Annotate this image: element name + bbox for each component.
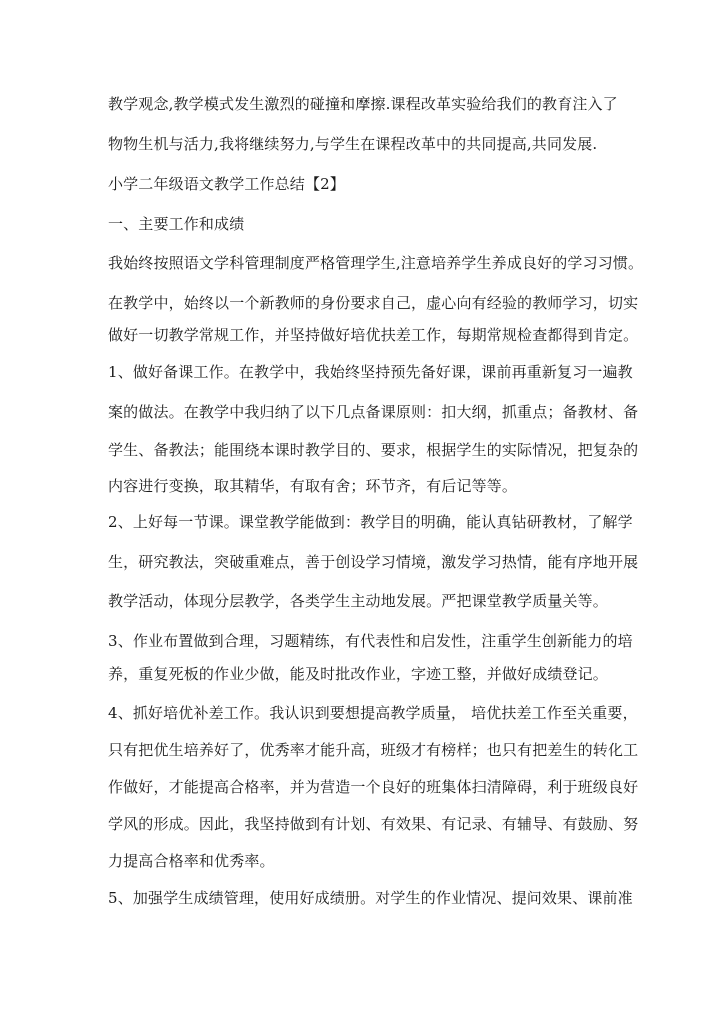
text-line-20: 学风的形成。因此，我坚持做到有计划、有效果、有记录、有辅导、有鼓励、努 xyxy=(108,815,639,833)
text-line-6: 在教学中，始终以一个新教师的身份要求自己，虚心向有经验的教师学习，切实 xyxy=(108,294,639,312)
text-line-16: 养，重复死板的作业少做，能及时批改作业，字迹工整，并做好成绩登记。 xyxy=(108,665,608,683)
text-line-10: 学生、备教法；能围绕本课时教学目的、要求，根据学生的实际情况，把复杂的 xyxy=(108,441,639,459)
text-line-1: 教学观念,教学模式发生激烈的碰撞和摩擦.课程改革实验给我们的教育注入了 xyxy=(108,95,618,113)
text-line-2: 物物生机与活力,我将继续努力,与学生在课程改革中的共同提高,共同发展. xyxy=(108,135,598,153)
text-line-14: 教学活动，体现分层教学，各类学生主动地发展。严把课堂教学质量关等。 xyxy=(108,592,608,610)
text-line-17: 4、抓好培优补差工作。我认识到要想提高教学质量， 培优扶差工作至关重要， xyxy=(108,704,638,722)
subsection-heading: 一、主要工作和成绩 xyxy=(108,215,245,233)
text-line-9: 案的做法。在教学中我归纳了以下几点备课原则：扣大纲，抓重点；备教材、备 xyxy=(108,403,639,421)
text-line-12: 2、上好每一节课。课堂教学能做到：教学目的明确，能认真钻研教材，了解学 xyxy=(108,513,633,531)
text-line-5: 我始终按照语文学科管理制度严格管理学生,注意培养学生养成良好的学习习惯。 xyxy=(108,254,644,272)
text-line-15: 3、作业布置做到合理，习题精练，有代表性和启发性，注重学生创新能力的培 xyxy=(108,632,633,650)
text-line-22: 5、加强学生成绩管理，使用好成绩册。对学生的作业情况、提问效果、课前准 xyxy=(108,889,633,907)
text-line-19: 作做好，才能提高合格率，并为营造一个良好的班集体扫清障碍，利于班级良好 xyxy=(108,778,639,796)
text-line-13: 生，研究教法，突破重难点，善于创设学习情境，激发学习热情，能有序地开展 xyxy=(108,553,639,571)
text-line-8: 1、做好备课工作。在教学中，我始终坚持预先备好课，课前再重新复习一遍教 xyxy=(108,363,633,381)
section-heading: 小学二年级语文教学工作总结【2】 xyxy=(108,175,345,193)
text-line-18: 只有把优生培养好了，优秀率才能升高，班级才有榜样；也只有把差生的转化工 xyxy=(108,741,639,759)
text-line-7: 做好一切教学常规工作，并坚持做好培优扶差工作，每期常规检查都得到肯定。 xyxy=(108,326,639,344)
text-line-11: 内容进行变换，取其精华，有取有舍；环节齐，有后记等等。 xyxy=(108,477,518,495)
text-line-21: 力提高合格率和优秀率。 xyxy=(108,852,275,870)
